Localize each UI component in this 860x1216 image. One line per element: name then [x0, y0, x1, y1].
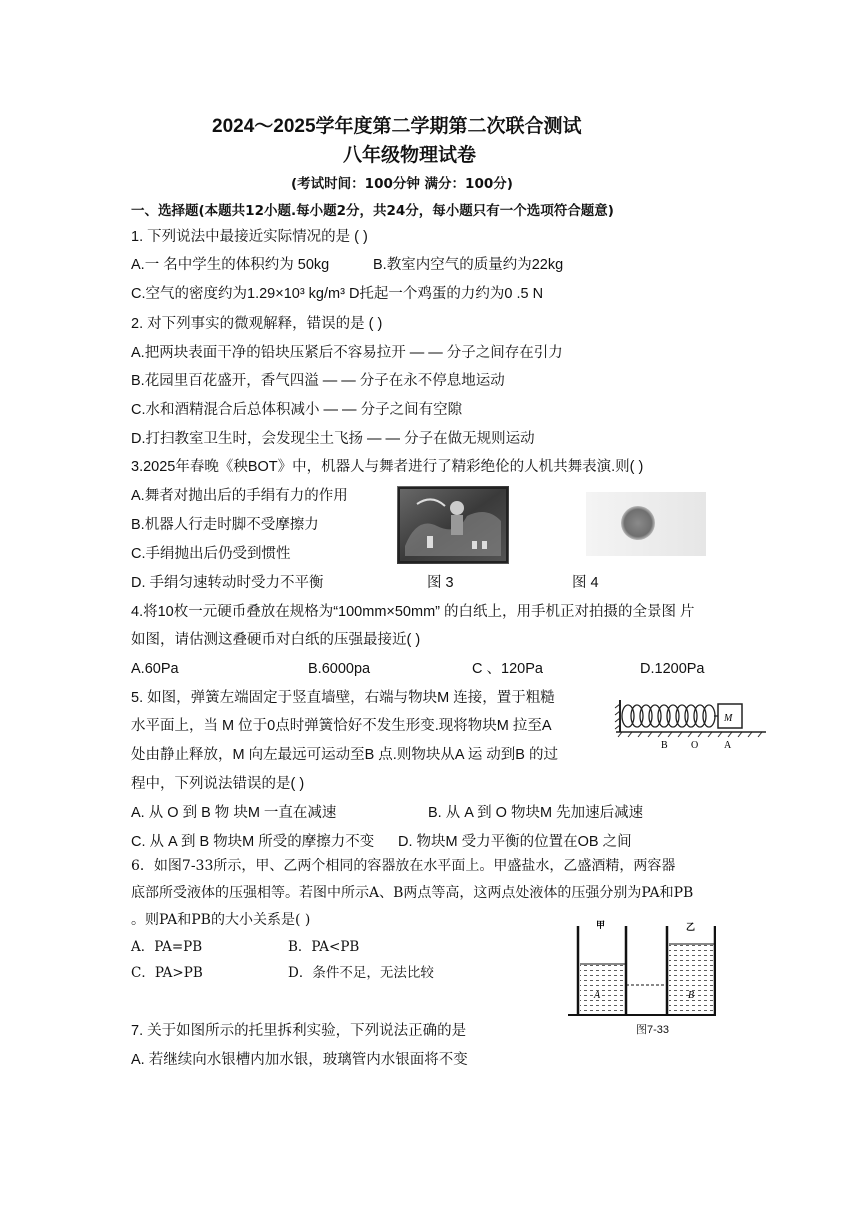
q3-stem: 3.2025年春晚《秧BOT》中，机器人与舞者进行了精彩绝伦的人机共舞表演.则( ) — [131, 459, 644, 475]
q4-option-c: C 、120Pa — [472, 661, 543, 677]
exam-info: (考试时间：100分钟 满分：100分) — [291, 176, 513, 192]
q7-stem: 7. 关于如图所示的托里拆利实验，下列说法正确的是 — [131, 1023, 467, 1039]
q6-stem-line1: 6．如图7-33所示，甲、乙两个相同的容器放在水平面上。甲盛盐水，乙盛酒精，两容器 — [131, 858, 676, 874]
q3-option-a: A.舞者对抛出后的手绢有力的作用 — [131, 488, 348, 504]
spring-figure-label-a: A — [724, 740, 732, 750]
q2-option-a: A.把两块表面干净的铅块压紧后不容易拉开 — — 分子之间存在引力 — [131, 345, 563, 361]
figure-4-caption: 图 4 — [572, 575, 599, 591]
q4-stem-line2: 如图，请估测这叠硬币对白纸的压强最接近( ) — [131, 632, 421, 648]
q5-option-b: B. 从 A 到 O 物块M 先加速后减速 — [428, 805, 644, 821]
q4-option-d: D.1200Pa — [640, 661, 705, 677]
spring-figure-label-b: B — [661, 740, 668, 750]
q7-option-a: A. 若继续向水银槽内加水银，玻璃管内水银面将不变 — [131, 1052, 468, 1068]
container-yi-label: 乙 — [686, 923, 696, 933]
q3-option-c: C.手绢抛出后仍受到惯性 — [131, 546, 291, 562]
q6-option-d: D．条件不足，无法比较 — [288, 965, 434, 981]
figure-3-caption: 图 3 — [427, 575, 454, 591]
q1-option-a: A.一 名中学生的体积约为 50kg — [131, 257, 330, 273]
q5-option-a: A. 从 O 到 B 物 块M 一直在减速 — [131, 805, 337, 821]
q5-stem-line4: 程中，下列说法错误的是( ) — [131, 776, 305, 792]
q5-stem-line3: 处由静止释放，M 向左最远可运动至B 点.则物块从A 运 动到B 的过 — [131, 747, 558, 763]
spring-figure-label-m: M — [724, 713, 733, 724]
point-b-label: B — [688, 990, 695, 1001]
q1-stem: 1. 下列说法中最接近实际情况的是 ( ) — [131, 229, 368, 245]
figure-spring-block — [608, 694, 770, 750]
q5-option-d: D. 物块M 受力平衡的位置在OB 之间 — [398, 834, 632, 850]
spring-figure-label-o: O — [691, 740, 699, 750]
q6-stem-line2: 底部所受液体的压强相等。若图中所示A、B两点等高，这两点处液体的压强分别为PA和PB — [131, 885, 694, 901]
q2-option-b: B.花园里百花盛开，香气四溢 — — 分子在永不停息地运动 — [131, 373, 505, 389]
section-heading: 一、选择题(本题共12小题.每小题2分，共24分，每小题只有一个选项符合题意) — [131, 203, 614, 219]
figure-3-robot-dance-photo — [397, 486, 509, 564]
container-jia-label: 甲 — [596, 921, 606, 931]
q5-stem-line1: 5. 如图，弹簧左端固定于竖直墙壁，右端与物块M 连接，置于粗糙 — [131, 690, 555, 706]
q4-option-b: B.6000pa — [308, 661, 371, 677]
q2-option-d: D.打扫教室卫生时，会发现尘土飞扬 — — 分子在做无规则运动 — [131, 431, 535, 447]
q5-option-c: C. 从 A 到 B 物块M 所受的摩擦力不变 — [131, 834, 375, 850]
q4-stem-line1: 4.将10枚一元硬币叠放在规格为“100mm×50mm” 的白纸上，用手机正对拍摄的全景图 片 — [131, 604, 695, 620]
q4-option-a: A.60Pa — [131, 661, 179, 677]
exam-title: 2024～2025学年度第二学期第二次联合测试 — [212, 116, 582, 137]
q6-option-a: A．PA=PB — [131, 939, 203, 955]
q6-option-c: C．PA>PB — [131, 965, 203, 981]
q1-option-b: B.教室内空气的质量约为22kg — [373, 257, 564, 273]
q1-option-cd: C.空气的密度约为1.29×10³ kg/m³ D托起一个鸡蛋的力约为0 .5 N — [131, 286, 544, 302]
figure-7-33-caption: 图7-33 — [636, 1024, 670, 1036]
point-a-label: A — [594, 990, 601, 1001]
q3-option-d: D. 手绢匀速转动时受力不平衡 — [131, 575, 324, 591]
figure-7-33-containers — [566, 918, 716, 1018]
q3-option-b: B.机器人行走时脚不受摩擦力 — [131, 517, 319, 533]
exam-subtitle: 八年级物理试卷 — [343, 144, 477, 166]
figure-4-coin-stack-photo — [586, 492, 706, 556]
q2-option-c: C.水和酒精混合后总体积减小 — — 分子之间有空隙 — [131, 402, 463, 418]
q5-stem-line2: 水平面上，当 M 位于0点时弹簧恰好不发生形变.现将物块M 拉至A — [131, 718, 552, 734]
q6-option-b: B．PA<PB — [288, 939, 360, 955]
q6-stem-line3: 。则PA和PB的大小关系是( ) — [131, 912, 311, 928]
q2-stem: 2. 对下列事实的微观解释，错误的是 ( ) — [131, 316, 383, 332]
